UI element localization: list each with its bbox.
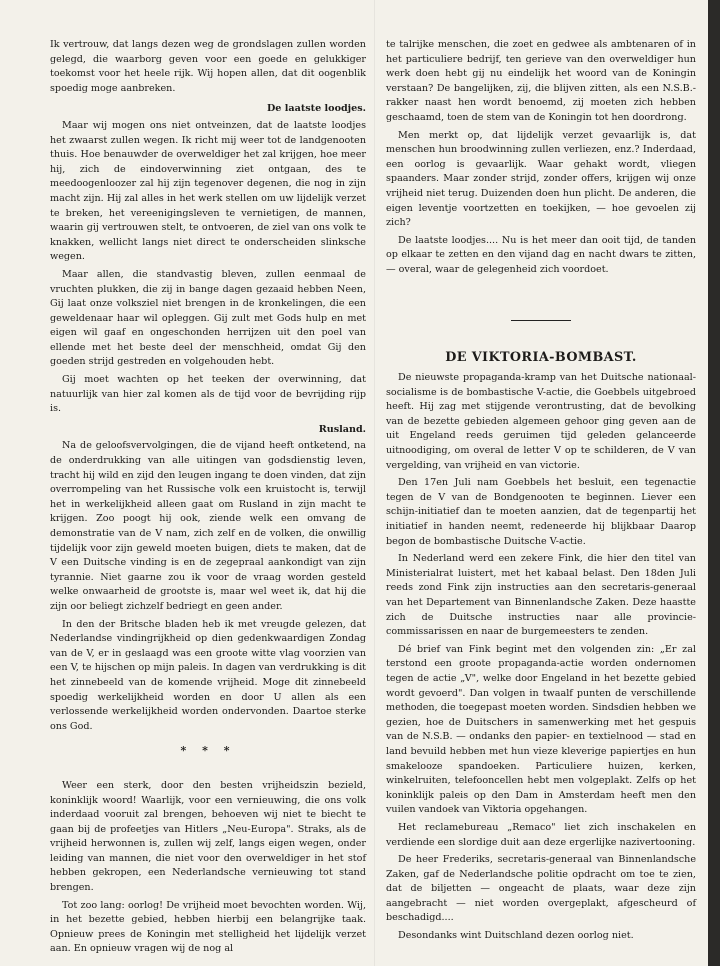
paragraph: Ik vertrouw, dat langs dezen weg de grondslagen zullen worden gelegd, die waarborg geven voor een goede en gelukkiger toekomst voor het heele rijk. Wij hopen allen, dat dit oogenblik spoedig moge aanbreken.: [50, 39, 366, 94]
paragraph: Na de geloofsvervolgingen, die de vijand heeft ontketend, na de onderdrukking van alle uitingen van godsdienstig leven, tracht hij wild en zijd den leugen ingang te doen vinden, dat zijn overrompeling van het Russische volk een kruistocht is, terwijl het in werkelijkheid alleen gaat om Rusland in zijn macht te krijgen. Zoo poogt hij ook, ziende welk een omvang de demonstratie van de V nam, zich zelf en de volken, die onwillig tijdelijk voor zijn geweld moeten buigen, diets te maken, dat de V een Duitsche vinding is en de zegepraal aankondigt van zijn tyrannie. Niet gaarne zou ik voor de vraag worden gesteld welke onwaarheid de grootste is, maar wel weet ik, dat hij die zijn oor beliegt zichzelf bedriegt en geen ander.: [50, 440, 366, 612]
page-fold: [374, 0, 375, 966]
divider-rule: [511, 320, 571, 321]
paragraph: Men merkt op, dat lijdelijk verzet gevaarlijk is, dat menschen hun broodwinning zullen verliezen, enz.? Inderdaad, een oorlog is gevaarlijk. Waar gehakt wordt, vliegen spaanders. Maar zonder strijd, zonder offers, krijgen wij onze vrijheid niet terug. Duizenden doen hun plicht. De anderen, die eigen leventje voortzetten en toekijken, — hoe gevoelen zij zich?: [386, 129, 696, 229]
paragraph: In den der Britsche bladen heb ik met vreugde gelezen, dat Nederlandse vindingrijkheid op dien gedenkwaardigen Zondag van de V, er in geslaagd was een groote witte vlag voorzien van een V, te hijschen op mijn paleis. In dagen van verdrukking is dit het zinnebeeld van de komende vrijheid. Moge dit zinnebeeld spoedig werkelijkheid worden en door U allen als een verlossende werkelijkheid worden ondervonden. Daartoe sterke ons God.: [50, 618, 366, 732]
paragraph: De heer Frederiks, secretaris-generaal van Binnenlandsche Zaken, gaf de Nederlandsche politie opdracht om toe te zien, dat de biljetten — ongeacht de plaats, waar deze zijn aangebracht — niet worden overgeplakt, afgescheurd of beschadigd....: [386, 854, 696, 924]
paragraph: De nieuwste propaganda-kramp van het Duitsche nationaal-socialisme is de bombastische V-actie, die Goebbels uitgebroed heeft. Hij zag met stijgende verontrusting, dat de bevolking van de bezette gebieden algemeen gehoor ging geven aan de uit Engeland reeds geruimen tijd geleden gelanceerde uitnoodiging, om overal de letter V op te schilderen, de V van vergelding, van vrijheid en van victorie.: [386, 372, 696, 471]
scan-edge: [708, 0, 720, 966]
article-title: DE VIKTORIA-BOMBAST.: [445, 349, 637, 365]
paragraph: Tot zoo lang: oorlog! De vrijheid moet bevochten worden. Wij, in het bezette gebied, hebben hierbij een belangrijke taak. Opnieuw prees de Koningin met stelligheid het lijdelijk verzet aan. En opnieuw vragen wij de nog al: [50, 899, 366, 955]
paragraph: te talrijke menschen, die zoet en gedwee als ambtenaren of in het particuliere bedrijf, ten gerieve van den overweldiger hun werk doen hebt gij nu eindelijk het woord van de Koningin verstaan? De bangelijken, zij, die blijven zitten, als een N.S.B.-rakker naast hen wordt benoemd, zij moeten zich hebben geschaamd, toen de stem van de Koningin tot hen doordrong.: [386, 39, 696, 123]
paragraph: Weer een sterk, door den besten vrijheidszin bezield, koninklijk woord! Waarlijk, voor een vernieuwing, die ons volk inderdaad vooruit zal brengen, behoeven wij niet te biecht te gaan bij de profeetjes van Hitlers „Neu-Europa". Straks, als de vrijheid herwonnen is, zullen wij zelf, langs eigen wegen, onder leiding van mannen, die niet voor den overweldiger in het stof hebben gekropen, een Nederlandsche vernieuwing tot stand brengen.: [50, 779, 366, 894]
section-heading-rusland: Rusland.: [318, 423, 366, 435]
right-column: [386, 38, 696, 947]
paragraph: Maar wij mogen ons niet ontveinzen, dat de laatste loodjes het zwaarst zullen wegen. Ik richt mij weer tot de landgenooten thuis. Hoe benauwder de overweldiger het zal krijgen, hoe meer hij, zich de eindoverwinning ziet ontgaan, des te meedoogenloozer zal hij zijn tegenover degenen, die nog in zijn macht zijn. Hij zal alles in het werk stellen om uw lijdelijk verzet te breken, het vereenigingsleven te vernietigen, de mannen, waarin gij vertrouwen stelt, te ontvoeren, de ziel van ons volk te knakken, wellicht langs niet direct te onderscheiden slinksche wegen.: [50, 119, 366, 263]
paragraph: Het reclamebureau „Remaco" liet zich inschakelen en verdiende een slordige duit aan deze ergerlijke nazivertooning.: [386, 821, 696, 848]
paragraph: Dé brief van Fink begint met den volgenden zin: „Er zal terstond een groote propaganda-actie worden ondernomen tegen de actie „V", welke door Engeland in het bezette gebied wordt gevoerd". Dan volgen in twaalf punten de verschillende methoden, die toegepast moeten worden. Sindsdien hebben we gezien, hoe de Duitschers in samenwerking met het gespuis van de N.S.B. — ondanks den papier- en textielnood — stad en land bevuild hebben met hun vieze kleverige papiertjes en hun smakelooze spandoeken. Particuliere huizen, kerken, winkelruiten, telefooncellen hebt men volgeplakt. Zelfs op het koninklijk paleis op den Dam in Amsterdam heeft men den vuilen vandoek van Viktoria opgehangen.: [386, 643, 696, 816]
paragraph: Den 17en Juli nam Goebbels het besluit, een tegenactie tegen de V van de Bondgenooten te beginnen. Liever een schijn-initiatief dan te moeten aanzien, dat de tegenpartij het initiatief in handen neemt, redeneerde hij blijkbaar Daarop begon de bombastische Duitsche V-actie.: [386, 477, 696, 547]
left-column: [50, 38, 366, 960]
paragraph: Desondanks wint Duitschland dezen oorlog niet.: [398, 930, 634, 942]
paragraph: In Nederland werd een zekere Fink, die hier den titel van Ministerialrat luistert, met het kabaal belast. Den 18den Juli reeds zond Fink zijn instructies aan den secretaris-generaal van het Departement van Binnenlandsche Zaken. Deze haastte zich de Duitsche instructies naar alle provincie-commissarissen en naar de burgemeesters te zenden.: [386, 553, 696, 638]
section-separator-stars: * * *: [180, 744, 236, 758]
paragraph: Maar allen, die standvastig bleven, zullen eenmaal de vruchten plukken, die zij in bange dagen gezaaid hebben Neen, Gij laat onze volksziel niet brengen in de kronkelingen, die een geweldenaar haar wil opleggen. Gij zult met Gods hulp en met eigen wil gaaf en ongeschonden herrijzen uit den poel van ellende met het beste deel der menschheid, omdat Gij den goeden strijd gestreden en volgehouden hebt.: [50, 268, 366, 368]
paragraph: De laatste loodjes.... Nu is het meer dan ooit tijd, de tanden op elkaar te zetten en den vijand dag en nacht dwars te zitten, — overal, waar de gelegenheid zich voordoet.: [386, 234, 696, 275]
section-heading-laatste-loodjes: De laatste loodjes.: [266, 103, 366, 115]
paragraph: Gij moet wachten op het teeken der overwinning, dat natuurlijk van hier zal komen als de tijd voor de bevrijding rijp is.: [50, 374, 366, 415]
